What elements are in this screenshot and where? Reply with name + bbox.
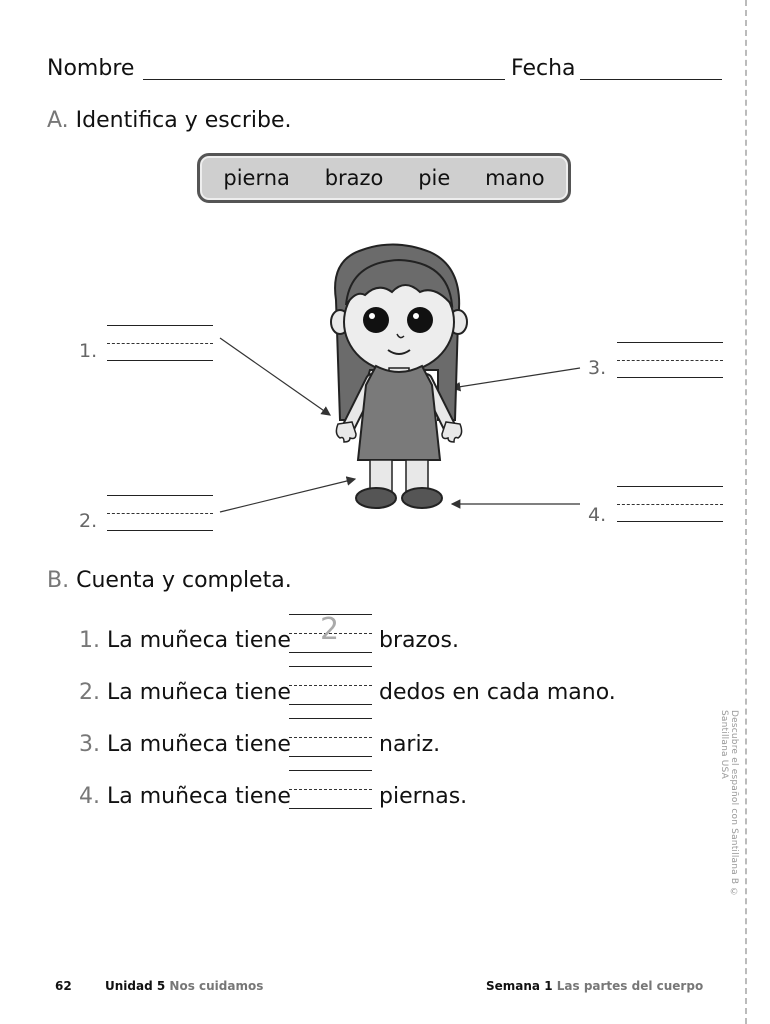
item-4-suffix: piernas. [379,784,468,809]
item-3-line-base[interactable] [289,756,372,757]
date-label: Fecha [511,56,576,81]
section-b-heading [47,568,292,593]
item-2-line-base[interactable] [289,704,372,705]
arrow-2 [220,479,355,512]
section-b-instruction: Cuenta y completa. [76,568,292,593]
item-4-line-top[interactable] [289,770,372,771]
word-bank-item: mano [485,166,545,190]
footer-unit-bold: Unidad 5 [105,979,166,993]
perforation-line [745,0,747,1024]
footer-week-name: Las partes del cuerpo [556,979,704,993]
section-b-letter: B. [47,568,70,593]
footer-unit-name: Nos cuidamos [169,979,264,993]
label-number-4: 4. [588,504,607,526]
item-prefix: La muñeca tiene [107,784,291,809]
word-bank-item: pierna [223,166,290,190]
item-1-suffix: brazos. [379,628,459,653]
item-1-text [79,628,291,653]
item-2-line-top[interactable] [289,666,372,667]
name-label: Nombre [47,56,135,81]
arrow-1 [220,338,330,415]
item-prefix: La muñeca tiene [107,732,291,757]
item-number: 4. [79,784,100,809]
footer-unit [105,979,263,993]
item-3-midline [289,737,372,738]
item-3-suffix: nariz. [379,732,441,757]
section-a-letter: A. [47,108,69,133]
item-1-line-base[interactable] [289,652,372,653]
item-3-line-top[interactable] [289,718,372,719]
item-4-text [79,784,291,809]
item-1-answer: 2 [320,612,340,647]
section-a-instruction: Identifica y escribe. [75,108,292,133]
item-prefix: La muñeca tiene [107,680,291,705]
footer-week-bold: Semana 1 [486,979,553,993]
copyright-text: Descubre el español con Santillana B © Santillana USA [719,710,739,898]
word-bank-item: pie [418,166,451,190]
arrow-3 [452,368,580,388]
item-number: 1. [79,628,100,653]
item-number: 2. [79,680,100,705]
item-3-text [79,732,291,757]
item-number: 3. [79,732,100,757]
label-number-1: 1. [79,340,98,362]
item-2-midline [289,685,372,686]
item-4-midline [289,789,372,790]
label-number-3: 3. [588,357,607,379]
item-2-text [79,680,291,705]
label-number-2: 2. [79,510,98,532]
item-4-line-base[interactable] [289,808,372,809]
word-bank-item: brazo [324,166,384,190]
page-number: 62 [55,979,72,993]
footer-week [486,979,703,993]
item-prefix: La muñeca tiene [107,628,291,653]
item-2-suffix: dedos en cada mano. [379,680,616,705]
